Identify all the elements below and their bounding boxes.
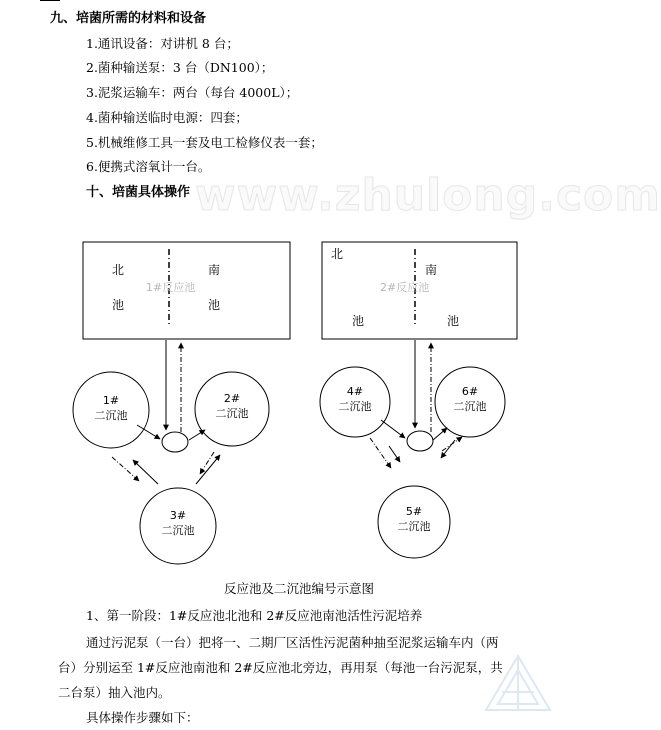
flow-arrow [389,446,400,462]
flow-arrow [196,455,220,484]
clarifier-number: 5# [405,505,423,518]
steps-intro: 具体操作步骤如下： [86,710,199,725]
stage-1-title: 1、第一阶段：1#反应池北池和 2#反应池南池活性污泥培养 [86,608,423,623]
tank-north-label: 北 [112,263,125,277]
clarifier-name: 二沉池 [453,400,487,413]
tank-pool-label: 池 [112,298,125,312]
clarifier-number: 6# [461,385,479,398]
section-9-heading: 九、培菌所需的材料和设备 [50,11,207,26]
flow-arrow [370,438,391,468]
section-10-heading: 十、培菌具体操作 [86,185,191,200]
clarifier-number: 2# [223,392,241,405]
list-item: 1.通讯设备：对讲机 8 台； [86,36,239,51]
paragraph-line: 二台泵）抽入池内。 [58,685,171,700]
flow-arrow [433,428,447,440]
list-item: 6.便携式溶氧计一台。 [86,159,211,174]
watermark-logo-icon [478,652,558,714]
page-corner-mark [40,0,60,1]
tank-numbering-diagram [0,230,601,575]
sump-pit [162,432,188,452]
tank-pool-label: 池 [352,314,365,328]
sump-pit [407,431,433,451]
clarifier-name: 二沉池 [94,409,128,422]
clarifier-number: 4# [346,385,364,398]
tank-name-label: 1#反应池 [146,281,196,294]
flow-arrow [112,457,139,481]
list-item: 2.菌种输送泵：3 台（DN100）； [86,60,274,75]
flow-arrow [189,430,205,440]
flow-arrow [381,420,405,438]
clarifier-name: 二沉池 [161,524,195,537]
flow-arrow [137,425,160,439]
tank-pool-label: 池 [208,298,221,312]
list-item: 5.机械维修工具一套及电工检修仪表一套； [86,135,323,150]
clarifier-name: 二沉池 [215,407,249,420]
clarifier-number: 3# [169,509,187,522]
watermark: www.zhulong.com [195,170,661,221]
paragraph-line: 通过污泥泵（一台）把将一、二期厂区活性污泥菌种抽至泥浆运输车内（两 [86,635,499,650]
tank-name-label: 2#反应池 [380,281,430,294]
list-item: 3.泥浆运输车：两台（每台 4000L）； [86,85,299,100]
tank-south-label: 南 [208,263,221,277]
flow-arrow [441,440,455,458]
tank-pool-label: 池 [447,314,460,328]
list-item: 4.菌种输送临时电源：四套； [86,110,248,125]
clarifier-name: 二沉池 [338,400,372,413]
paragraph-line: 台）分别运至 1#反应池南池和 2#反应池北旁边，再用泵（每池一台污泥泵，共 [58,660,503,675]
clarifier-number: 1# [102,394,120,407]
clarifier-name: 二沉池 [397,520,431,533]
flow-arrow [133,460,158,484]
tank-south-label: 南 [425,263,438,277]
diagram-caption: 反应池及二沉池编号示意图 [224,581,375,596]
tank-north-label: 北 [331,247,344,261]
